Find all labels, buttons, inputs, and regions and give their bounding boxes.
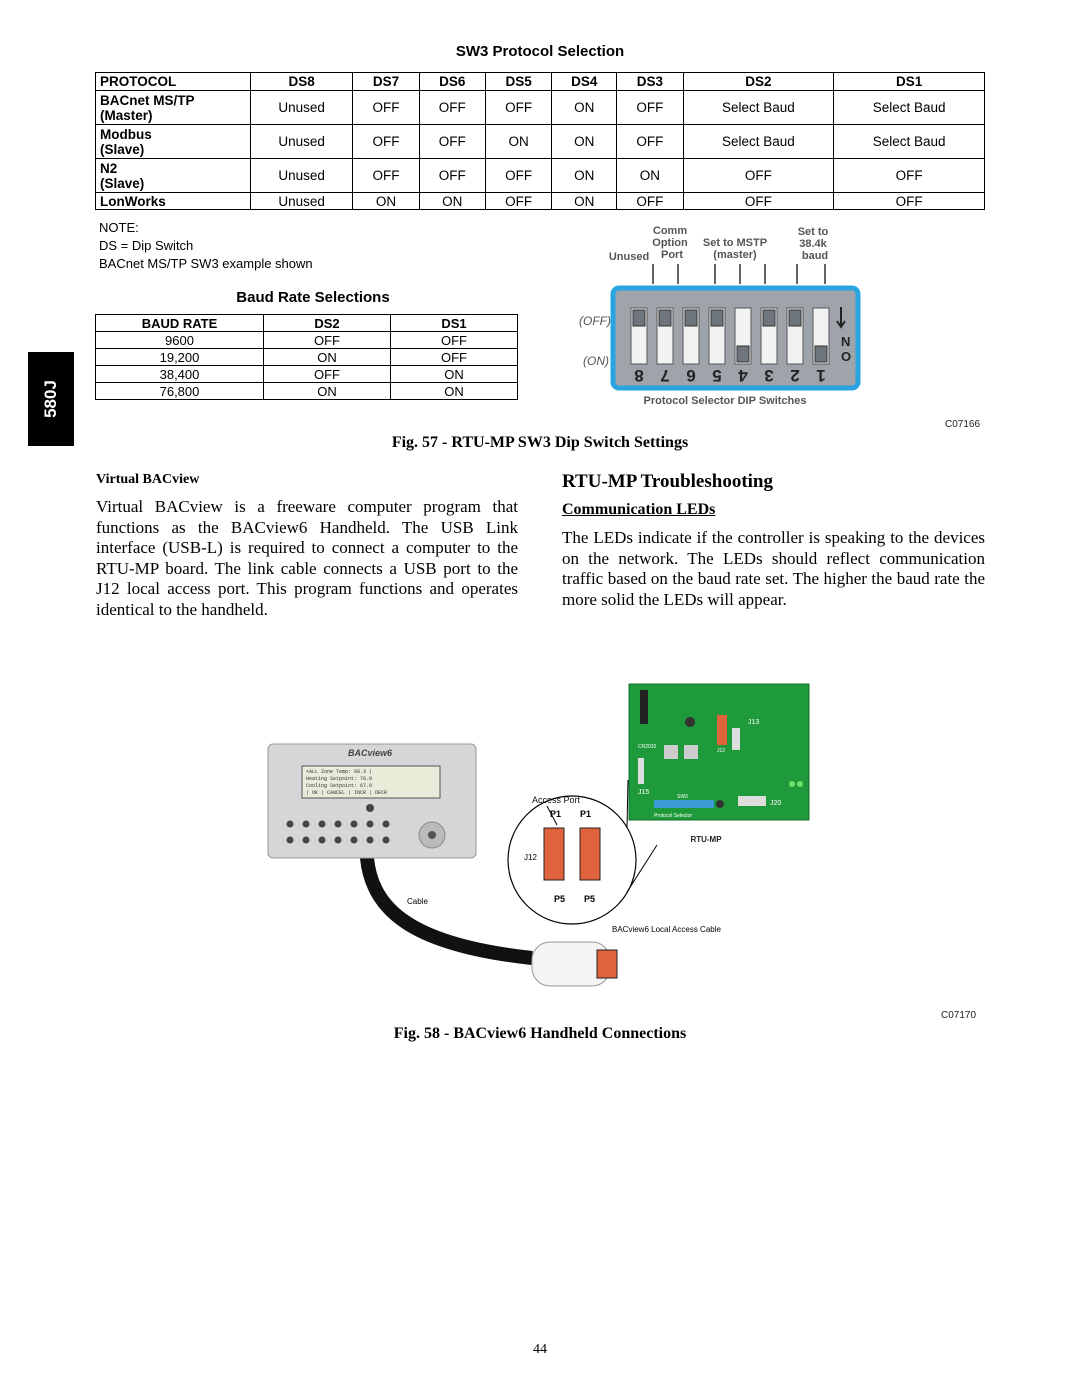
dip-switch-number: 4 [738,366,748,385]
label-comm-1: Comm [652,225,688,237]
board-j20: J20 [770,800,782,807]
board-rotary-switch [664,745,678,759]
header-cell: DS1 [834,73,985,91]
note-line: NOTE: [99,220,139,235]
table-cell: OFF [353,159,419,193]
label-mstp-1: Set to MSTP [702,237,768,249]
board-component [685,717,695,727]
header-cell: DS2 [264,315,391,332]
fig57-code: C07166 [945,419,981,430]
header-cell: DS2 [683,73,834,91]
virtual-bacview-text: Virtual BACview is a freeware computer program that functions as the BACview6 Handheld. The USB Link interface (USB-L) is required to connect a computer to the RTU-MP board. The link cable connects a USB port to the J12 local access port. This program functions and operates identical to the handheld. [96,497,518,619]
side-tab [28,352,74,446]
keypad-button [351,837,358,844]
protocol-table [95,72,985,210]
table-row [96,159,985,193]
fig57-caption: Fig. 57 - RTU-MP SW3 Dip Switch Settings [391,434,689,451]
table-cell: Select Baud [834,91,985,125]
local-cable-label: BACview6 Local Access Cable [612,925,721,934]
dip-switch-knob [659,310,671,326]
board-protocol-selector: Protocol Selector [654,813,693,819]
table-cell: Unused [251,125,353,159]
table-cell: OFF [391,332,518,349]
header-cell: DS8 [251,73,353,91]
page-number: 44 [533,1342,547,1357]
table-cell: ON [264,383,391,400]
board-component [716,800,724,808]
table-cell: OFF [419,125,485,159]
board-j13: J13 [748,719,760,726]
table-cell: Select Baud [683,125,834,159]
keypad-button [303,837,310,844]
table-cell: OFF [617,193,683,210]
board-j15: J15 [638,789,650,796]
table-cell: 38,400 [96,366,264,383]
table-cell: OFF [353,125,419,159]
board-j12-port [717,715,727,745]
table-cell: ON [485,125,551,159]
keypad-button [335,837,342,844]
table-cell: Unused [251,193,353,210]
table-cell: OFF [353,91,419,125]
keypad-button [367,821,374,828]
sw3-title: SW3 Protocol Selection [455,43,625,60]
keypad-button [287,837,294,844]
keypad-button [303,821,310,828]
table-cell: OFF [485,91,551,125]
keypad-button [287,821,294,828]
table-cell: ON [353,193,419,210]
dip-switch-knob [789,310,801,326]
troubleshooting-text: The LEDs indicate if the controller is speaking to the devices on the network. The LEDs should reflect communication traffic based on the baud rate set. The higher the baud rate the more solid the LEDs will appear. [562,528,985,609]
keypad-button [335,821,342,828]
header-cell: DS5 [485,73,551,91]
table-cell: OFF [264,332,391,349]
board-sw3 [654,800,714,808]
table-cell: Select Baud [683,91,834,125]
dip-switch-knob [685,310,697,326]
screen-line: | OK | CANCEL | INCR | DECR [306,790,388,796]
j12-label: J12 [524,853,537,862]
baud-table [95,314,518,400]
screen-line: Heating Setpoint: 70.0 [306,776,373,782]
on-letter-n: N [841,334,851,349]
keypad-button [367,837,374,844]
table-cell: Select Baud [834,125,985,159]
table-cell: OFF [683,193,834,210]
protocol-header-row [96,73,985,91]
note-line: BACnet MS/TP SW3 example shown [99,256,313,271]
p5-label-left: P5 [554,894,566,904]
board-cr2032: CR2032 [638,744,657,750]
dip-switch-number: 2 [790,366,800,385]
fig58-caption: Fig. 58 - BACview6 Handheld Connections [393,1025,687,1042]
note-block [99,219,313,273]
table-cell: OFF [683,159,834,193]
led-icon [797,781,803,787]
leader-lines [653,264,825,284]
side-tab-label: 580J [41,380,60,418]
board-connector [640,690,648,724]
protocol-cell: LonWorks [96,193,251,210]
nav-center [428,831,436,839]
dip-switch-number: 3 [764,366,774,385]
keypad-button [351,821,358,828]
troubleshooting-heading: RTU-MP Troubleshooting [562,471,774,492]
table-row [96,193,985,210]
table-cell: 9600 [96,332,264,349]
label-unused: Unused [608,251,650,263]
on-label: (ON) [583,354,609,368]
dip-switch-number: 6 [686,366,696,385]
table-cell: OFF [419,159,485,193]
protocol-cell: Modbus (Slave) [96,125,251,159]
on-letter-o: O [841,349,852,364]
board-j12: J12 [717,748,726,754]
table-cell: OFF [419,91,485,125]
table-cell: 76,800 [96,383,264,400]
header-cell: PROTOCOL [96,73,251,91]
board-j15-header [638,758,644,784]
table-cell: OFF [264,366,391,383]
label-comm-2: Option [652,237,688,249]
dip-switch-figure [575,222,875,412]
table-cell: ON [552,125,617,159]
led-icon [789,781,795,787]
board-rotary-switch [684,745,698,759]
table-row [96,125,985,159]
dip-switch-knob [737,346,749,362]
table-cell: ON [391,366,518,383]
dip-caption: Protocol Selector DIP Switches [643,395,807,407]
keypad-button [319,821,326,828]
zoom-line [627,780,628,828]
table-row [96,366,518,383]
p1-label-left: P1 [550,809,562,819]
off-label: (OFF) [579,314,611,328]
table-cell: ON [552,159,617,193]
table-cell: Unused [251,91,353,125]
table-cell: OFF [485,193,551,210]
label-comm-3: Port [661,249,683,261]
label-baud-2: 38.4k [799,238,827,250]
table-cell: ON [552,91,617,125]
header-cell: BAUD RATE [96,315,264,332]
bacview-connections-figure [262,680,812,1000]
protocol-cell: N2 (Slave) [96,159,251,193]
device-name: BACview6 [347,748,393,758]
header-cell: DS3 [617,73,683,91]
cable-label: Cable [407,897,428,906]
table-row [96,332,518,349]
table-cell: ON [264,349,391,366]
keypad-button [383,837,390,844]
table-row [96,349,518,366]
screen-line: <ALL Zone Temp: 68.3 | [306,769,373,775]
keypad-button [383,821,390,828]
table-cell: OFF [834,193,985,210]
table-cell: OFF [485,159,551,193]
dip-switch-number: 5 [712,366,722,385]
table-cell: ON [617,159,683,193]
label-baud-3: baud [801,250,829,262]
dip-switch-knob [711,310,723,326]
header-cell: DS1 [391,315,518,332]
access-port-label: Access Port [532,795,581,805]
table-cell: ON [419,193,485,210]
table-cell: OFF [617,91,683,125]
label-mstp-2: (master) [713,249,757,261]
header-cell: DS4 [552,73,617,91]
dip-switch-number: 1 [816,366,826,385]
dip-switch-number: 8 [634,366,644,385]
table-row [96,91,985,125]
dip-switch-knob [633,310,645,326]
table-cell: OFF [617,125,683,159]
dip-switch-knob [815,346,827,362]
table-row [96,383,518,400]
fig58-code: C07170 [941,1010,977,1021]
table-cell: OFF [391,349,518,366]
baud-title: Baud Rate Selections [236,289,390,306]
dip-switch-number: 7 [660,366,670,385]
screen-line: Cooling Setpoint: 67.0 [306,783,373,789]
board-j20-port [738,796,766,806]
label-baud-1: Set to [797,226,829,238]
connector-cable-end [580,828,600,880]
table-cell: ON [552,193,617,210]
board-name: RTU-MP [690,835,722,844]
p1-label-right: P1 [580,809,592,819]
cable [367,858,532,958]
protocol-cell: BACnet MS/TP (Master) [96,91,251,125]
board-sw3-label: SW3 [677,794,688,800]
table-cell: OFF [834,159,985,193]
table-cell: Unused [251,159,353,193]
p5-label-right: P5 [584,894,596,904]
header-cell: DS7 [353,73,419,91]
header-cell: DS6 [419,73,485,91]
keypad-button [319,837,326,844]
keypad-button [366,804,374,812]
baud-header-row [96,315,518,332]
table-cell: ON [391,383,518,400]
communication-leds-heading: Communication LEDs [562,501,716,518]
board-terminal [732,728,740,750]
note-line: DS = Dip Switch [99,238,194,253]
virtual-bacview-heading: Virtual BACview [96,472,200,487]
dip-switch-knob [763,310,775,326]
cable-plug [597,950,617,978]
connector-j12 [544,828,564,880]
table-cell: 19,200 [96,349,264,366]
